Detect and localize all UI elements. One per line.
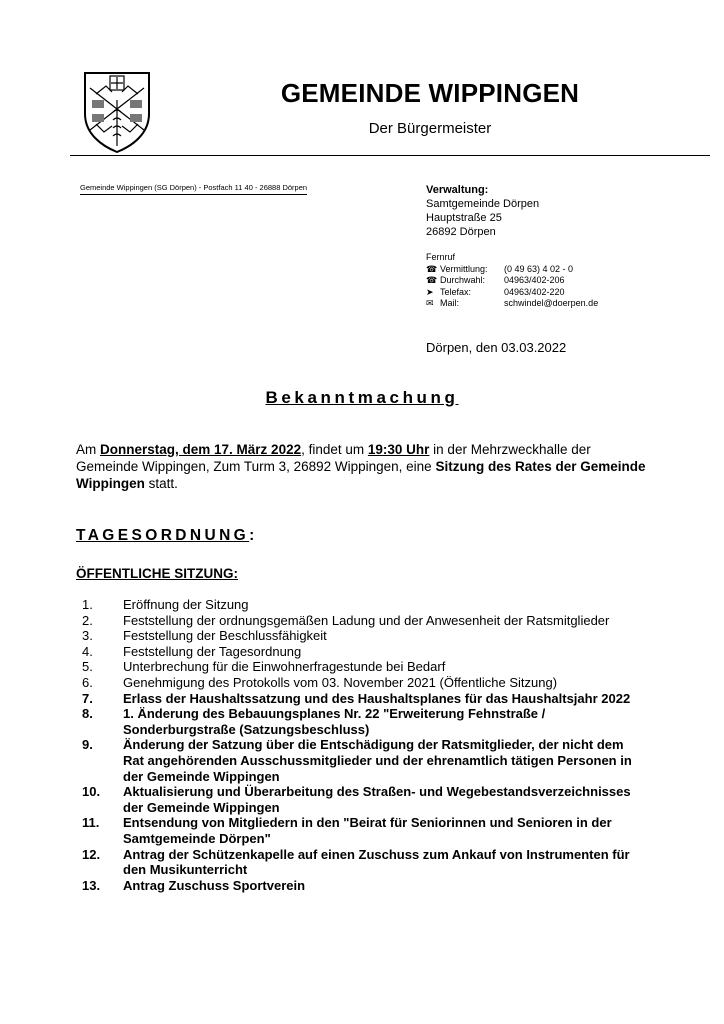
agenda-item: [76, 675, 646, 691]
sender-line: Gemeinde Wippingen (SG Dörpen) - Postfach 11 40 - 26888 Dörpen: [80, 183, 307, 195]
agenda-item: [76, 878, 646, 894]
agenda-item-text: Aktualisierung und Überarbeitung des Straßen- und Wegebestandsverzeichnisses der Gemeinde Wippingen: [123, 784, 631, 815]
agenda-item: [76, 613, 646, 629]
agenda-item: [76, 659, 646, 675]
intro-text: Am: [76, 442, 101, 457]
telephone-icon: ☎: [426, 275, 438, 285]
agenda-item-number: 8.: [82, 706, 93, 722]
contact-block: [426, 252, 598, 310]
intro-text: in der Mehrzweckhalle der Gemeinde Wippingen, Zum Turm 3, 26892 Wippingen, eine: [76, 442, 591, 474]
agenda-item-text: Erlass der Haushaltssatzung und des Haushaltsplanes für das Haushaltsjahr 2022: [123, 690, 631, 706]
contact-row: [426, 264, 598, 276]
contact-value: schwindel@doerpen.de: [504, 298, 599, 308]
agenda-item-number: 3.: [82, 628, 93, 644]
contact-value: 04963/402-206: [504, 275, 565, 285]
page-subtitle: Der Bürgermeister: [368, 120, 492, 137]
mail-icon: ✉: [426, 298, 434, 308]
arrow-icon: ➤: [426, 286, 434, 297]
telephone-icon: ☎: [426, 263, 438, 274]
agenda-item-number: 10.: [82, 784, 101, 800]
administration-block: [426, 183, 539, 239]
agenda-item-text: Änderung der Satzung über die Entschädigung der Ratsmitglieder, der nicht dem Rat angehörenden Ausschussmitglieder und der ehrenamtlich tätigen Personen in der Gemeinde Wippingen: [123, 737, 632, 784]
agenda-item-number: 13.: [82, 877, 101, 893]
contact-label: Vermittlung:: [440, 263, 488, 274]
announcement-title-text: Bekanntmachung: [265, 388, 459, 407]
agenda-item-text: 1. Änderung des Bebauungsplanes Nr. 22 "Erweiterung Fehnstraße / Sonderburgstraße (Satzungsbeschluss): [123, 706, 546, 737]
contact-row: [426, 298, 598, 310]
agenda-item: [76, 691, 646, 707]
agenda-item-number: 6.: [82, 674, 93, 690]
meeting-time: 19:30 Uhr: [367, 442, 430, 457]
date-line: Dörpen, den 03.03.2022: [426, 340, 567, 355]
agenda-item-text: Antrag der Schützenkapelle auf einen Zuschuss zum Ankauf von Instrumenten für den Musikunterricht: [123, 846, 630, 878]
page-title: GEMEINDE WIPPINGEN: [280, 78, 580, 108]
agenda-item-number: 2.: [82, 612, 93, 628]
coat-of-arms-windmill-icon: [82, 70, 152, 154]
administration-name: Samtgemeinde Dörpen: [426, 198, 540, 210]
agenda-item: [76, 597, 646, 613]
intro-text: statt.: [144, 476, 178, 491]
agenda-item-text: Antrag Zuschuss Sportverein: [123, 877, 306, 893]
contact-value: 04963/402-220: [504, 286, 565, 297]
agenda-item: [76, 644, 646, 660]
agenda-item: [76, 784, 646, 815]
meeting-name: Sitzung des Rates der Gemeinde Wippingen: [76, 459, 646, 491]
agenda-item: [76, 628, 646, 644]
agenda-item-number: 9.: [82, 737, 93, 753]
header-divider: [70, 155, 710, 156]
agenda-item-text: Genehmigung des Protokolls vom 03. November 2021 (Öffentliche Sitzung): [123, 674, 558, 690]
contact-heading: Fernruf: [426, 252, 456, 262]
agenda-heading-text: TAGESORDNUNG: [76, 527, 250, 544]
contact-row: [426, 287, 598, 299]
administration-city: 26892 Dörpen: [426, 226, 496, 238]
intro-text: , findet um: [301, 442, 368, 457]
agenda-heading-colon: :: [249, 527, 258, 544]
agenda-item-number: 7.: [82, 690, 93, 706]
agenda-item: [76, 737, 646, 784]
meeting-date: Donnerstag, dem 17. März 2022: [100, 442, 302, 457]
contact-label: Durchwahl:: [440, 275, 486, 285]
agenda-item: [76, 847, 646, 878]
public-session-heading: ÖFFENTLICHE SITZUNG:: [76, 566, 238, 581]
announcement-title: [0, 388, 724, 408]
agenda-item-text: Entsendung von Mitgliedern in den "Beirat für Seniorinnen und Senioren in der Samtgemeinde Dörpen": [123, 815, 612, 846]
agenda-item: [76, 815, 646, 846]
agenda-item-text: Feststellung der ordnungsgemäßen Ladung und der Anwesenheit der Ratsmitglieder: [123, 612, 610, 628]
agenda-heading: [76, 527, 258, 545]
agenda-item-text: Feststellung der Tagesordnung: [123, 643, 302, 659]
agenda-item-text: Eröffnung der Sitzung: [123, 597, 249, 612]
administration-street: Hauptstraße 25: [426, 212, 502, 224]
contact-value: (0 49 63) 4 02 - 0: [504, 263, 574, 274]
agenda-list: [76, 597, 646, 893]
contact-label: Mail:: [440, 298, 460, 308]
agenda-item-number: 5.: [82, 659, 93, 675]
agenda-item-text: Feststellung der Beschlussfähigkeit: [123, 628, 327, 644]
agenda-item-number: 4.: [82, 643, 93, 659]
intro-paragraph: [76, 441, 656, 492]
agenda-item-number: 11.: [82, 815, 100, 831]
agenda-item: [76, 706, 646, 737]
agenda-item-text: Unterbrechung für die Einwohnerfragestunde bei Bedarf: [123, 659, 446, 675]
contact-row: [426, 275, 598, 287]
contact-label: Telefax:: [440, 286, 472, 297]
agenda-item-number: 1.: [82, 597, 93, 612]
agenda-item-number: 12.: [82, 846, 101, 862]
administration-heading: Verwaltung:: [426, 184, 489, 196]
